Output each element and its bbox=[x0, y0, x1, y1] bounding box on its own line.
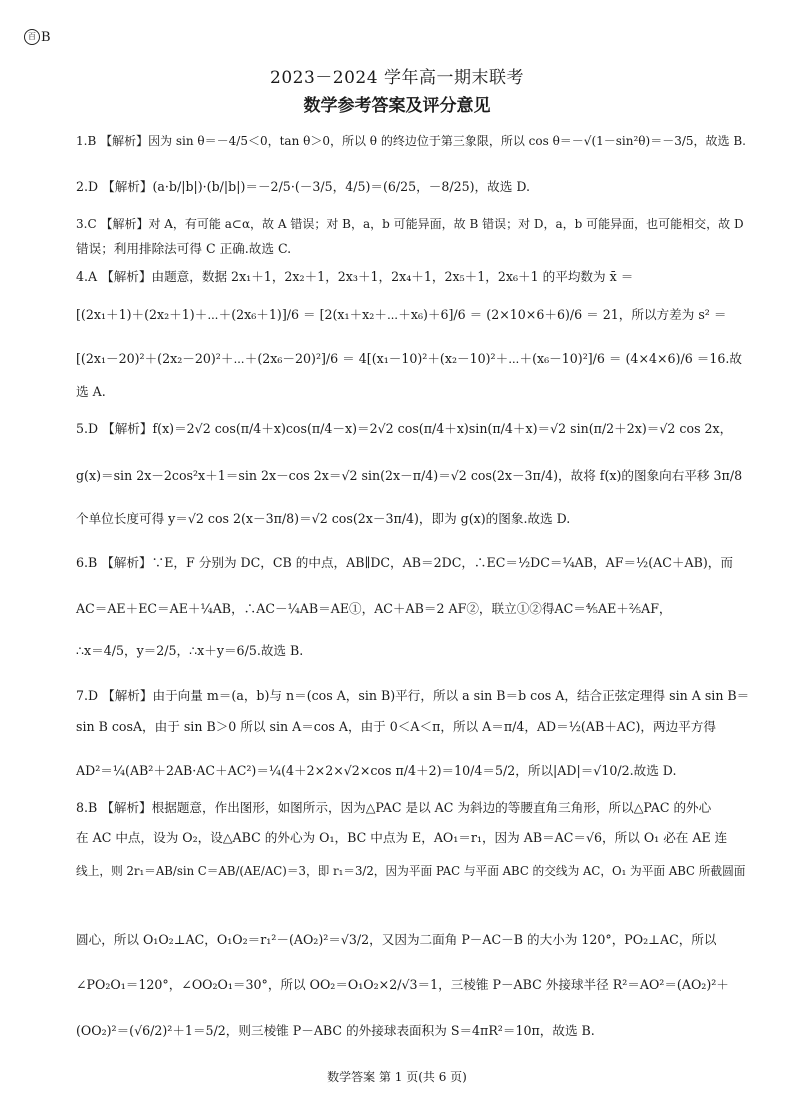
answer-subtitle: 数学参考答案及评分意见 bbox=[303, 96, 491, 116]
answer-line: 5.D 【解析】f(x)＝2√2 cos(π/4＋x)cos(π/4－x)＝2√2 cos(π/4＋x)sin(π/4＋x)＝√2 sin(π/2＋2x)＝√2 cos 2x， bbox=[76, 421, 733, 436]
answer-line: g(x)＝sin 2x－2cos²x＋1＝sin 2x－cos 2x＝√2 sin(2x－π/4)＝√2 cos(2x－3π/4)，故将 f(x)的图象向右平移 3π/8 bbox=[76, 468, 743, 483]
answer-line: 7.D 【解析】由于向量 m＝(a，b)与 n＝(cos A，sin B)平行，所以 a sin B＝b cos A，结合正弦定理得 sin A sin B＝ bbox=[76, 688, 750, 703]
page-footer: 数学答案 第 1 页(共 6 页) bbox=[327, 1070, 467, 1084]
answer-line: [(2x₁＋1)＋(2x₂＋1)＋⋯＋(2x₆＋1)]/6 ＝ [2(x₁＋x₂＋⋯＋x₆)＋6]/6 ＝ (2×10×6＋6)/6 ＝ 21，所以方差为 s² ＝ bbox=[76, 307, 727, 322]
badge-circle-glyph: 百 bbox=[24, 29, 40, 45]
exam-title: 2023－2024 学年高一期末联考 bbox=[270, 68, 524, 88]
answer-line: 2.D 【解析】(a·b/|b|)·(b/|b|)＝－2/5·(－3/5，4/5)＝(6/25，－8/25)，故选 D. bbox=[76, 179, 530, 194]
answer-line: 6.B 【解析】∵E，F 分别为 DC，CB 的中点，AB∥DC，AB＝2DC，∴EC＝½DC＝¼AB，AF＝½(AC＋AB)，而 bbox=[76, 555, 733, 570]
answer-line: 4.A 【解析】由题意，数据 2x₁＋1，2x₂＋1，2x₃＋1，2x₄＋1，2x₅＋1，2x₆＋1 的平均数为 x̄ ＝ bbox=[76, 269, 634, 284]
answer-line: AD²＝¼(AB²＋2AB·AC＋AC²)＝¼(4＋2×2×√2×cos π/4＋2)＝10/4＝5/2，所以|AD|＝√10/2.故选 D. bbox=[76, 763, 677, 778]
answer-line: AC＝AE＋EC＝AE＋¼AB，∴AC－¼AB＝AE①，AC＋AB＝2 AF②，联立①②得AC＝⅘AE＋⅖AF， bbox=[76, 601, 672, 616]
answer-line: sin B cosA，由于 sin B＞0 所以 sin A＝cos A，由于 0＜A＜π，所以 A＝π/4，AD＝½(AB＋AC)，两边平方得 bbox=[76, 719, 716, 734]
answer-line: 8.B 【解析】根据题意，作出图形，如图所示，因为△PAC 是以 AC 为斜边的等腰直角三角形，所以△PAC 的外心 bbox=[76, 800, 712, 815]
answer-line: 线上，则 2r₁＝AB/sin C＝AB/(AE/AC)＝3，即 r₁＝3/2，因为平面 PAC 与平面 ABC 的交线为 AC，O₁ 为平面 ABC 所截圆面 bbox=[76, 864, 746, 878]
answer-line: [(2x₁－20)²＋(2x₂－20)²＋⋯＋(2x₆－20)²]/6 ＝ 4[(x₁－10)²＋(x₂－10)²＋⋯＋(x₆－10)²]/6 ＝ (4×4×6)/6 ＝16.故 bbox=[76, 351, 742, 366]
answer-line: (OO₂)²＝(√6/2)²＋1＝5/2，则三棱锥 P－ABC 的外接球表面积为 S＝4πR²＝10π，故选 B. bbox=[76, 1023, 595, 1038]
page-badge bbox=[24, 29, 51, 45]
badge-letter: B bbox=[41, 29, 51, 45]
answer-line: 选 A. bbox=[76, 384, 106, 399]
answer-line: 个单位长度可得 y＝√2 cos 2(x－3π/8)＝√2 cos(2x－3π/4)，即为 g(x)的图象.故选 D. bbox=[76, 511, 571, 526]
answer-line: ∠PO₂O₁＝120°，∠OO₂O₁＝30°，所以 OO₂＝O₁O₂×2/√3＝1，三棱锥 P－ABC 外接球半径 R²＝AO²＝(AO₂)²＋ bbox=[76, 977, 729, 992]
answer-line: 圆心，所以 O₁O₂⊥AC，O₁O₂＝r₁²－(AO₂)²＝√3/2，又因为二面角 P－AC－B 的大小为 120°，PO₂⊥AC，所以 bbox=[76, 932, 717, 947]
answer-line: ∴x＝4/5，y＝2/5，∴x＋y＝6/5.故选 B. bbox=[76, 643, 304, 658]
answer-line: 1.B 【解析】因为 sin θ＝－4/5＜0，tan θ＞0，所以 θ 的终边位于第三象限，所以 cos θ＝－√(1－sin²θ)＝－3/5，故选 B. bbox=[76, 134, 746, 148]
answer-line: 3.C 【解析】对 A，有可能 a⊂α，故 A 错误；对 B，a，b 可能异面，故 B 错误；对 D，a，b 可能异面，也可能相交，故 D bbox=[76, 217, 744, 231]
answer-line: 在 AC 中点，设为 O₂，设△ABC 的外心为 O₁，BC 中点为 E，AO₁＝r₁，因为 AB＝AC＝√6，所以 O₁ 必在 AE 连 bbox=[76, 830, 728, 845]
answer-line: 错误；利用排除法可得 C 正确.故选 C. bbox=[76, 241, 292, 256]
